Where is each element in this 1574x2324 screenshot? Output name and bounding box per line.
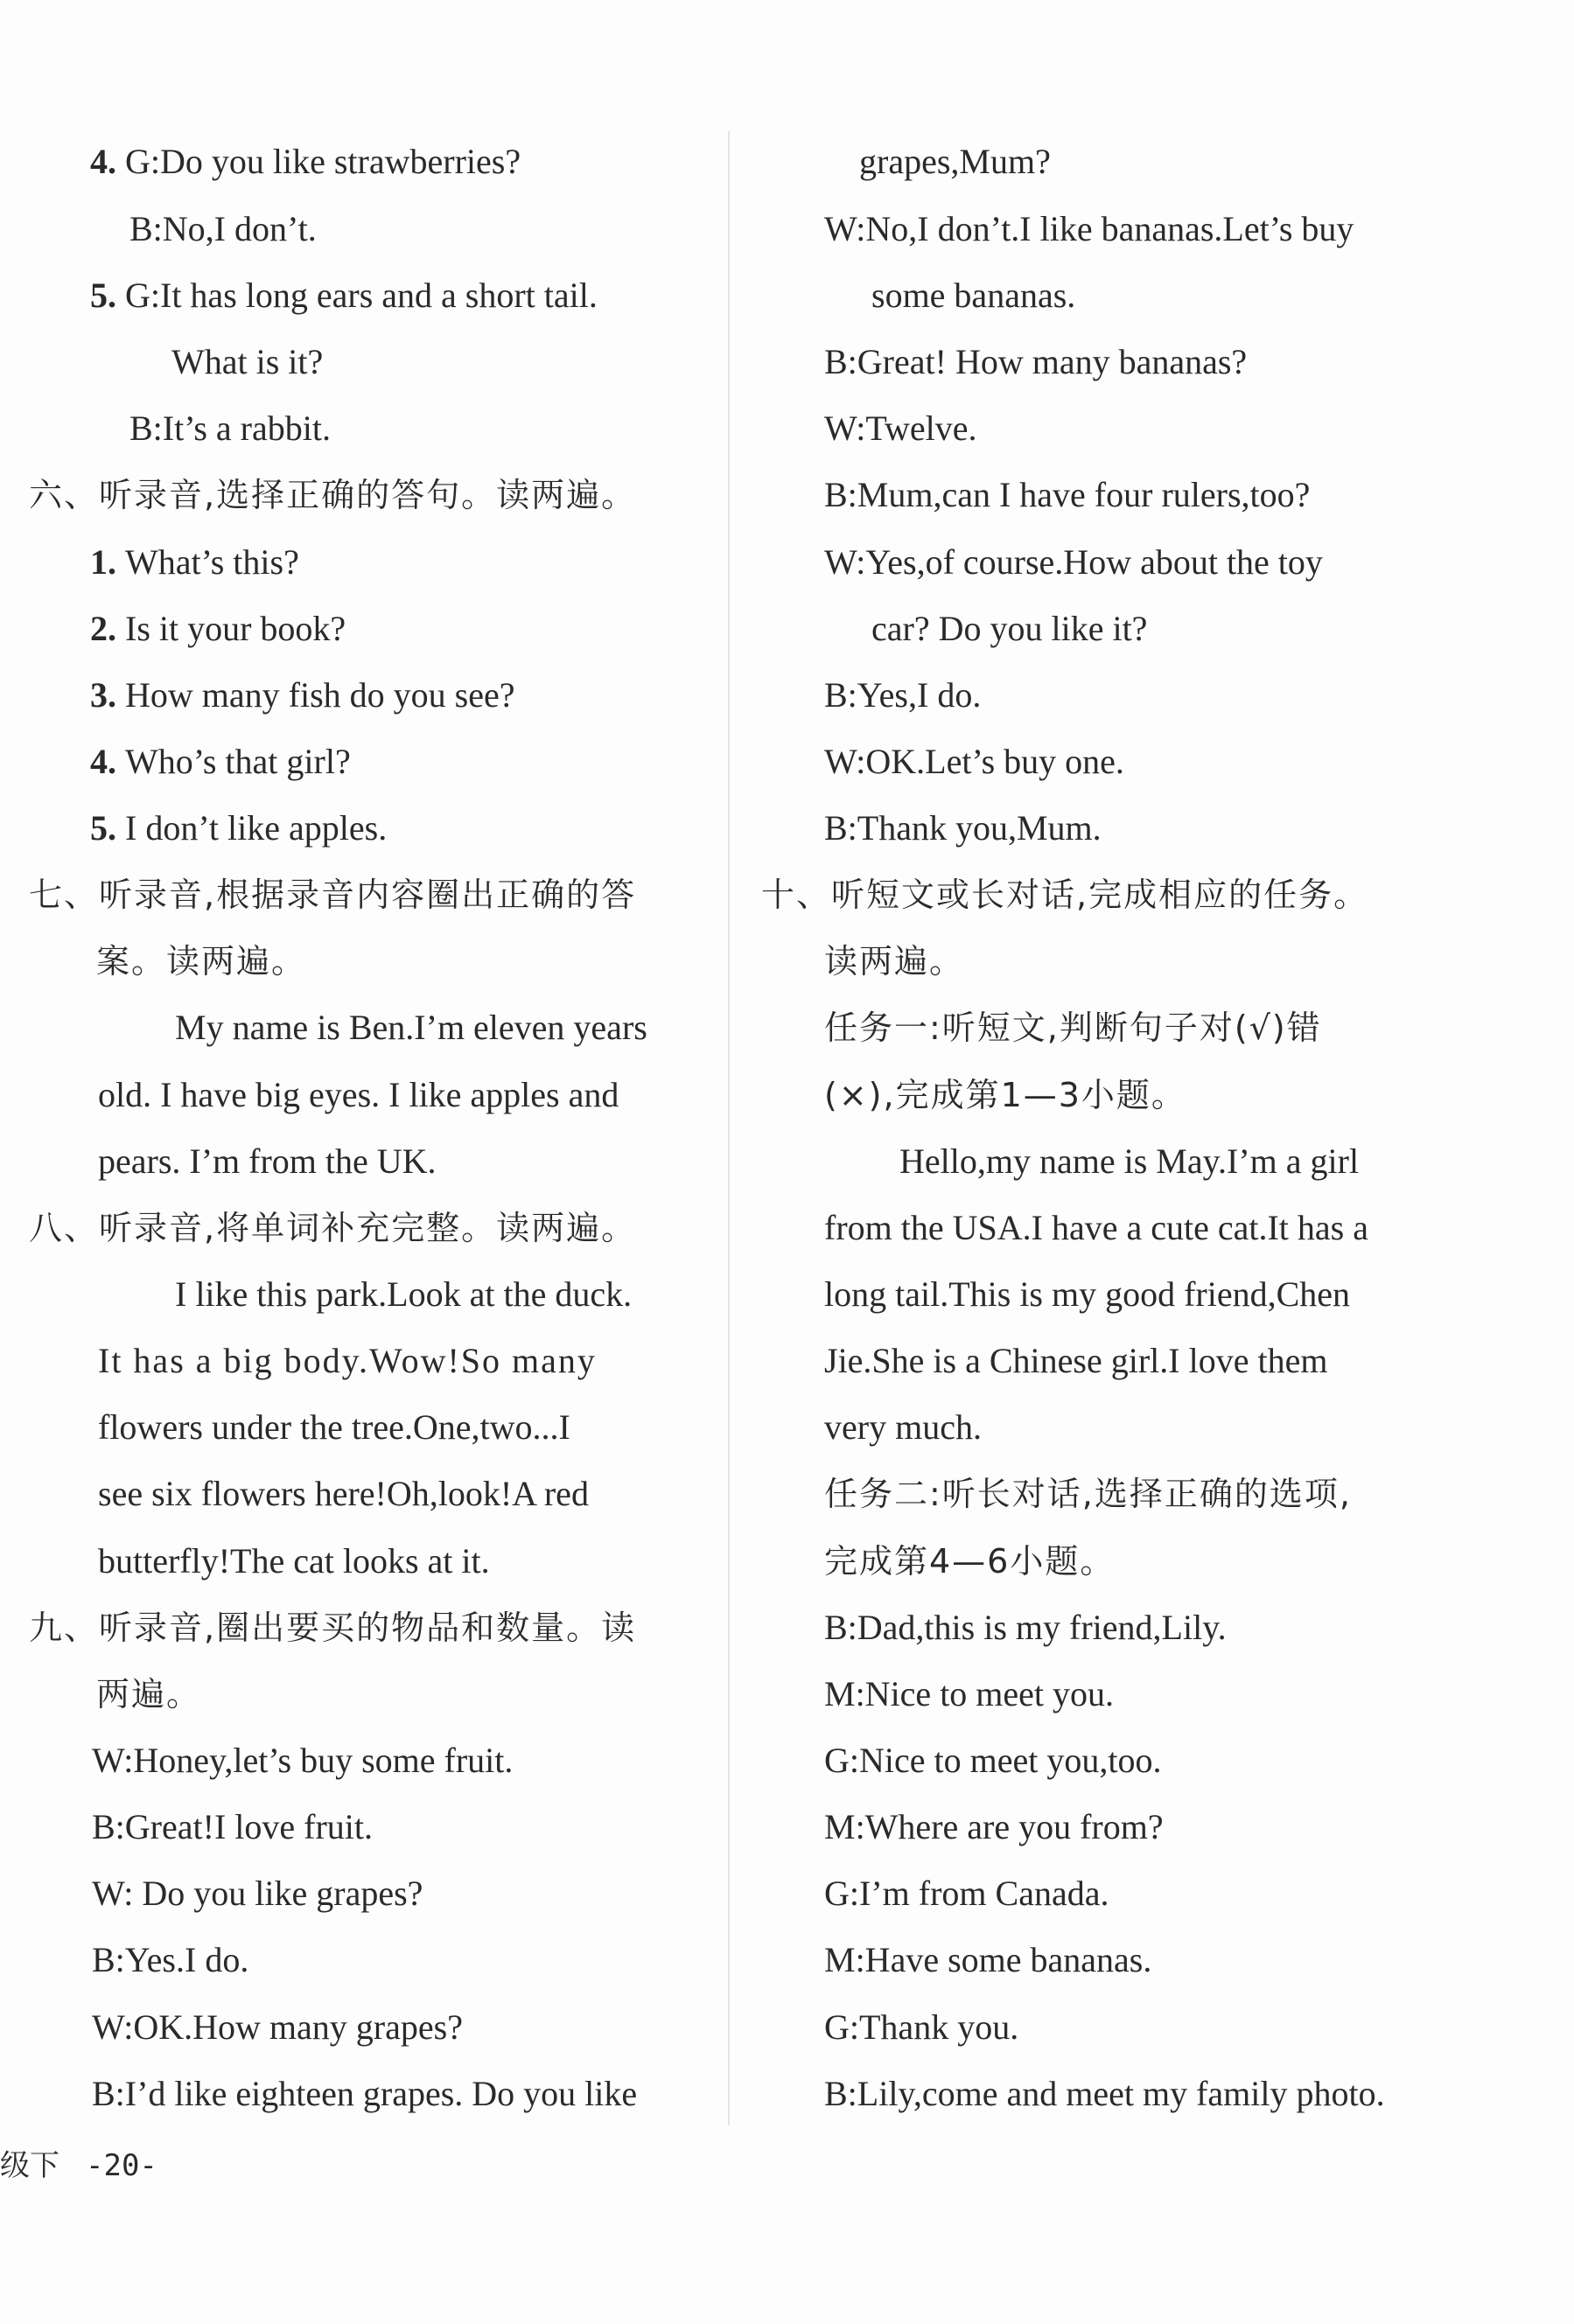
section-7-passage-line: My name is Ben.I’m eleven years	[175, 1008, 647, 1047]
section-9-dialog-line: B:Yes.I do.	[92, 1940, 249, 1979]
task-1-title: 任务一:听短文,判断句子对(√)错	[824, 1008, 1322, 1047]
section-6-title: 六、听录音,选择正确的答句。读两遍。	[29, 476, 637, 514]
section-9-dialog-line: B:Thank you,Mum.	[824, 808, 1102, 848]
q5-5-question: 5. G:It has long ears and a short tail.	[90, 276, 598, 315]
task-1-title-cont: (×),完成第1—3小题。	[824, 1076, 1186, 1114]
section-7-passage-line: old. I have big eyes. I like apples and	[98, 1075, 619, 1114]
task-2-title-cont: 完成第4—6小题。	[824, 1542, 1116, 1581]
q5-4-question: 4. G:Do you like strawberries?	[90, 142, 521, 181]
section-9-dialog-line: B:Yes,I do.	[824, 675, 982, 715]
task-1-passage-line: very much.	[824, 1407, 982, 1447]
section-9-dialog-line: W:Yes,of course.How about the toy	[824, 542, 1323, 582]
page-footer	[0, 2141, 157, 2184]
section-9-dialog-line: W: Do you like grapes?	[92, 1874, 423, 1913]
section-9-dialog-line: W:OK.How many grapes?	[92, 2007, 463, 2047]
section-10-title-cont: 读两遍。	[824, 942, 965, 981]
section-6-item: 5. I don’t like apples.	[90, 808, 388, 848]
task-1-passage-line: long tail.This is my good friend,Chen	[824, 1274, 1351, 1314]
section-6-item: 2. Is it your book?	[90, 609, 346, 648]
section-9-dialog-line: B:Mum,can I have four rulers,too?	[824, 475, 1311, 514]
task-2-dialog-line: M:Have some bananas.	[824, 1940, 1152, 1979]
section-8-title: 八、听录音,将单词补充完整。读两遍。	[29, 1209, 637, 1247]
section-9-dialog-cont: grapes,Mum?	[859, 142, 1051, 181]
task-1-passage-line: Hello,my name is May.I’m a girl	[899, 1141, 1360, 1181]
section-9-title-cont: 两遍。	[96, 1675, 202, 1713]
section-9-dialog-cont: car? Do you like it?	[871, 609, 1148, 648]
task-2-title: 任务二:听长对话,选择正确的选项,	[824, 1475, 1352, 1513]
section-9-title: 九、听录音,圈出要买的物品和数量。读	[29, 1609, 637, 1647]
section-8-passage-line: see six flowers here!Oh,look!A red	[98, 1474, 589, 1513]
section-7-passage-line: pears. I’m from the UK.	[98, 1141, 437, 1181]
section-6-item: 3. How many fish do you see?	[90, 675, 515, 715]
section-9-dialog-cont: some bananas.	[871, 276, 1076, 315]
section-8-passage-line: It has a big body.Wow!So many	[98, 1341, 597, 1380]
task-2-dialog-line: G:Thank you.	[824, 2007, 1019, 2047]
section-9-dialog-line: W:No,I don’t.I like bananas.Let’s buy	[824, 209, 1354, 248]
task-2-dialog-line: G:Nice to meet you,too.	[824, 1741, 1162, 1780]
section-6-item: 1. What’s this?	[90, 542, 299, 582]
section-9-dialog-line: B:I’d like eighteen grapes. Do you like	[92, 2074, 638, 2113]
section-10-title: 十、听短文或长对话,完成相应的任务。	[761, 876, 1369, 914]
q5-5-question-cont: What is it?	[171, 342, 324, 381]
page-number: -20-	[86, 2148, 157, 2183]
section-7-title-cont: 案。读两遍。	[96, 942, 307, 981]
grade-label: 级下	[0, 2148, 59, 2183]
task-2-dialog-line: G:I’m from Canada.	[824, 1874, 1109, 1913]
q5-5-answer: B:It’s a rabbit.	[129, 408, 331, 448]
section-9-dialog-line: W:Honey,let’s buy some fruit.	[92, 1741, 514, 1780]
section-9-dialog-line: W:OK.Let’s buy one.	[824, 742, 1124, 781]
q5-4-answer: B:No,I don’t.	[129, 209, 317, 248]
task-2-dialog-line: M:Where are you from?	[824, 1807, 1164, 1846]
section-8-passage-line: flowers under the tree.One,two...I	[98, 1407, 570, 1447]
section-9-dialog-line: W:Twelve.	[824, 408, 977, 448]
task-2-dialog-line: B:Dad,this is my friend,Lily.	[824, 1608, 1227, 1647]
task-1-passage-line: Jie.She is a Chinese girl.I love them	[824, 1341, 1328, 1380]
task-2-dialog-line: M:Nice to meet you.	[824, 1674, 1115, 1713]
column-divider	[728, 131, 730, 2125]
section-6-item: 4. Who’s that girl?	[90, 742, 351, 781]
section-8-passage-line: I like this park.Look at the duck.	[175, 1274, 633, 1314]
section-7-title: 七、听录音,根据录音内容圈出正确的答	[29, 876, 637, 914]
section-9-dialog-line: B:Great!I love fruit.	[92, 1807, 373, 1846]
task-2-dialog-line: B:Lily,come and meet my family photo.	[824, 2074, 1385, 2113]
task-1-passage-line: from the USA.I have a cute cat.It has a	[824, 1208, 1368, 1247]
section-9-dialog-line: B:Great! How many bananas?	[824, 342, 1248, 381]
section-8-passage-line: butterfly!The cat looks at it.	[98, 1541, 490, 1581]
